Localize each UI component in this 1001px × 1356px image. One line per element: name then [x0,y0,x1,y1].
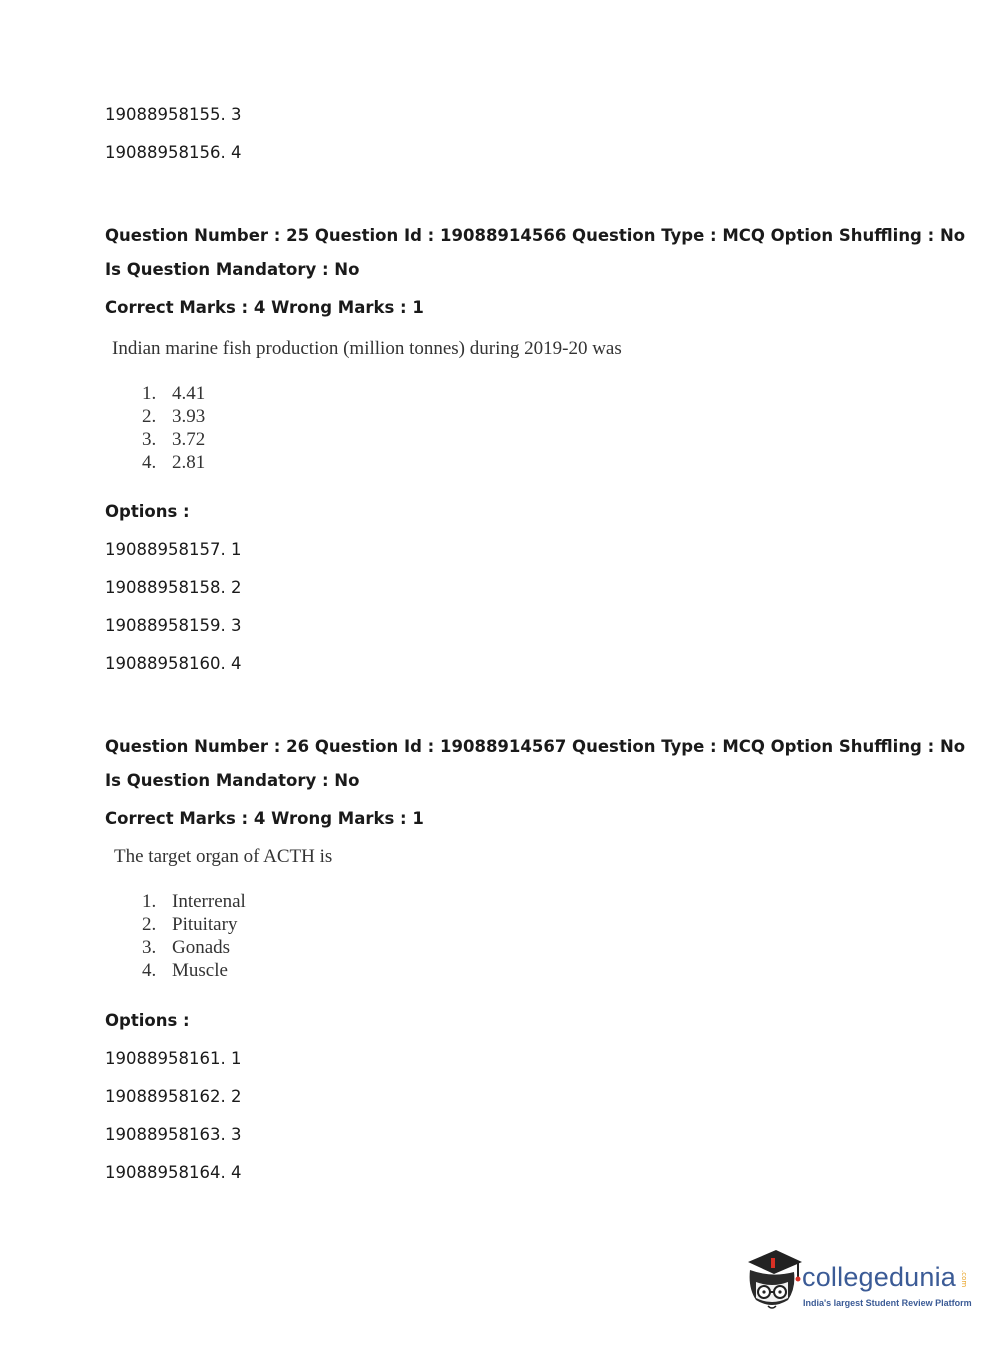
choice-number: 4. [142,452,157,473]
choice-text: Gonads [172,937,231,958]
choice-item [142,937,230,959]
options-label: Options : [105,1011,190,1030]
choice-number: 1. [142,383,157,404]
option-item: 19088958159. 3 [105,616,242,635]
choice-text: 3.72 [172,429,206,450]
choice-number: 2. [142,406,157,427]
option-item: 19088958164. 4 [105,1163,242,1182]
choice-number: 2. [142,914,157,935]
choice-text: 4.41 [172,383,206,404]
choice-item [142,406,205,428]
question-text: The target organ of ACTH is [114,846,333,867]
choice-text: Interrenal [172,891,246,912]
choice-item [142,429,205,451]
option-item: 19088958158. 2 [105,578,242,597]
question-mandatory: Is Question Mandatory : No [105,260,360,279]
collegedunia-logo [742,1248,972,1314]
choice-number: 3. [142,937,157,958]
logo-name: collegedunia [802,1262,957,1292]
choice-item [142,914,237,936]
logo-tagline: India's largest Student Review Platform [803,1298,972,1308]
option-item: 19088958161. 1 [105,1049,242,1068]
question-header: Question Number : 25 Question Id : 19088914566 Question Type : MCQ Option Shuffling : No [105,226,966,245]
option-item: 19088958160. 4 [105,654,242,673]
choice-number: 4. [142,960,157,981]
choice-item [142,452,205,474]
option-item: 19088958157. 1 [105,540,242,559]
choice-text: Pituitary [172,914,238,935]
question-marks: Correct Marks : 4 Wrong Marks : 1 [105,298,424,317]
option-item: 19088958155. 3 [105,105,242,124]
option-item: 19088958162. 2 [105,1087,242,1106]
options-label: Options : [105,502,190,521]
logo-suffix: .com [960,1270,968,1288]
choice-number: 3. [142,429,157,450]
question-header: Question Number : 26 Question Id : 19088914567 Question Type : MCQ Option Shuffling : No [105,737,966,756]
student-mascot-icon [742,1248,804,1314]
question-mandatory: Is Question Mandatory : No [105,771,360,790]
choice-text: Muscle [172,960,228,981]
question-marks: Correct Marks : 4 Wrong Marks : 1 [105,809,424,828]
option-item: 19088958163. 3 [105,1125,242,1144]
option-item: 19088958156. 4 [105,143,242,162]
question-text: Indian marine fish production (million tonnes) during 2019-20 was [112,338,622,359]
choice-text: 2.81 [172,452,206,473]
choice-text: 3.93 [172,406,206,427]
choice-number: 1. [142,891,157,912]
choice-item [142,383,205,405]
choice-item [142,891,246,913]
choice-item [142,960,228,982]
